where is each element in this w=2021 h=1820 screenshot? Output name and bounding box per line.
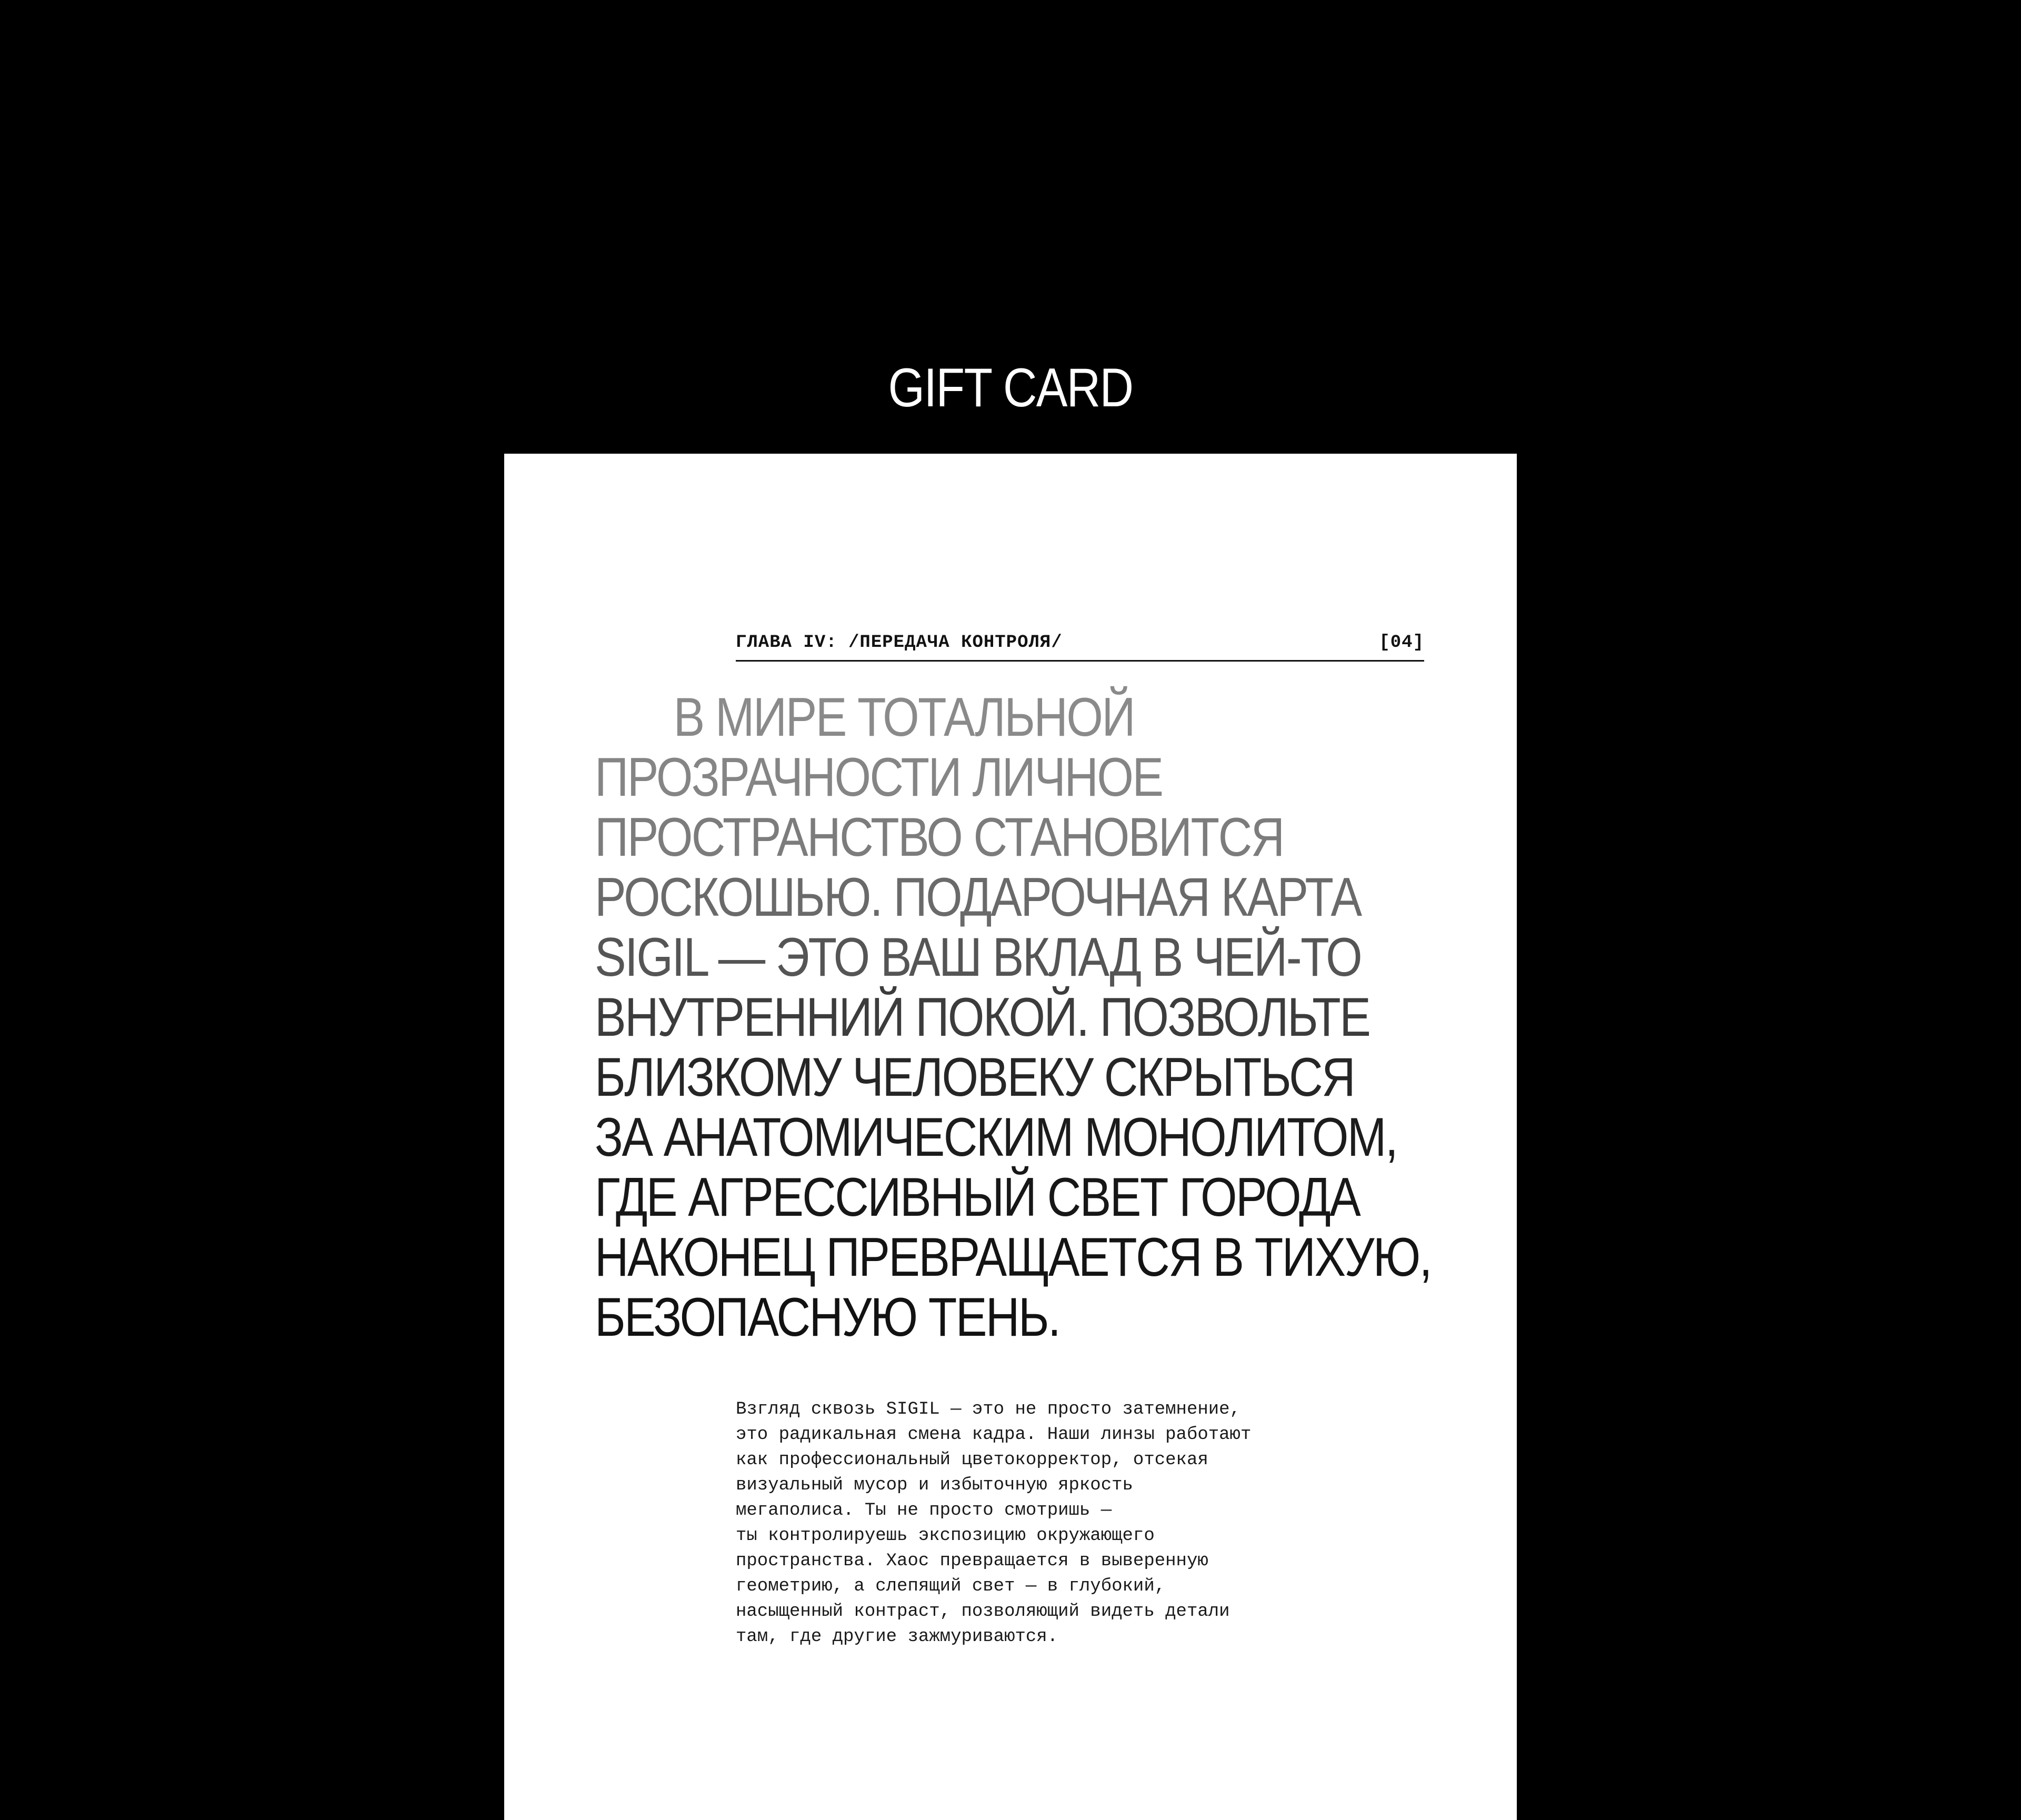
chapter-title: ГЛАВА IV: /ПЕРЕДАЧА КОНТРОЛЯ/ — [736, 633, 1063, 653]
lead-line: НАКОНЕЦ ПРЕВРАЩАЕТСЯ В ТИХУЮ, — [595, 1227, 1431, 1288]
page-title: GIFT CARD — [888, 357, 1133, 418]
lead-line: БЛИЗКОМУ ЧЕЛОВЕКУ СКРЫТЬСЯ — [595, 1047, 1355, 1108]
chapter-header — [736, 633, 1424, 662]
body-line: это радикальная смена кадра. Наши линзы работают — [736, 1425, 1252, 1445]
lead-line: ПРОЗРАЧНОСТИ ЛИЧНОЕ — [595, 747, 1163, 808]
chapter-number: [04] — [1379, 633, 1424, 653]
body-line: ты контролируешь экспозицию окружающего — [736, 1526, 1155, 1546]
body-paragraph — [736, 1397, 1315, 1649]
body-line: геометрию, а слепящий свет — в глубокий, — [736, 1576, 1166, 1596]
lead-line: ЗА АНАТОМИЧЕСКИМ МОНОЛИТОМ, — [595, 1107, 1397, 1168]
body-line: там, где другие зажмуриваются. — [736, 1627, 1058, 1647]
body-line: визуальный мусор и избыточную яркость — [736, 1475, 1133, 1495]
body-line: насыщенный контраст, позволяющий видеть детали — [736, 1602, 1230, 1622]
body-line: мегаполиса. Ты не просто смотришь — — [736, 1501, 1112, 1521]
body-line: как профессиональный цветокорректор, отсекая — [736, 1450, 1208, 1470]
lead-line: БЕЗОПАСНУЮ ТЕНЬ. — [595, 1287, 1060, 1348]
lead-line: В МИРЕ ТОТАЛЬНОЙ — [673, 687, 1135, 748]
lead-paragraph — [595, 687, 1431, 1348]
lead-line: ВНУТРЕННИЙ ПОКОЙ. ПОЗВОЛЬТЕ — [595, 987, 1370, 1048]
body-line: Взгляд сквозь SIGIL — это не просто затемнение, — [736, 1399, 1240, 1419]
lead-line: РОСКОШЬЮ. ПОДАРОЧНАЯ КАРТА — [595, 867, 1361, 928]
lead-line: ПРОСТРАНСТВО СТАНОВИТСЯ — [595, 807, 1284, 868]
lead-line: SIGIL — ЭТО ВАШ ВКЛАД В ЧЕЙ-ТО — [595, 927, 1362, 988]
body-line: пространства. Хаос превращается в выверенную — [736, 1551, 1208, 1571]
gift-card-page — [504, 454, 1517, 1820]
lead-line: ГДЕ АГРЕССИВНЫЙ СВЕТ ГОРОДА — [595, 1167, 1360, 1228]
